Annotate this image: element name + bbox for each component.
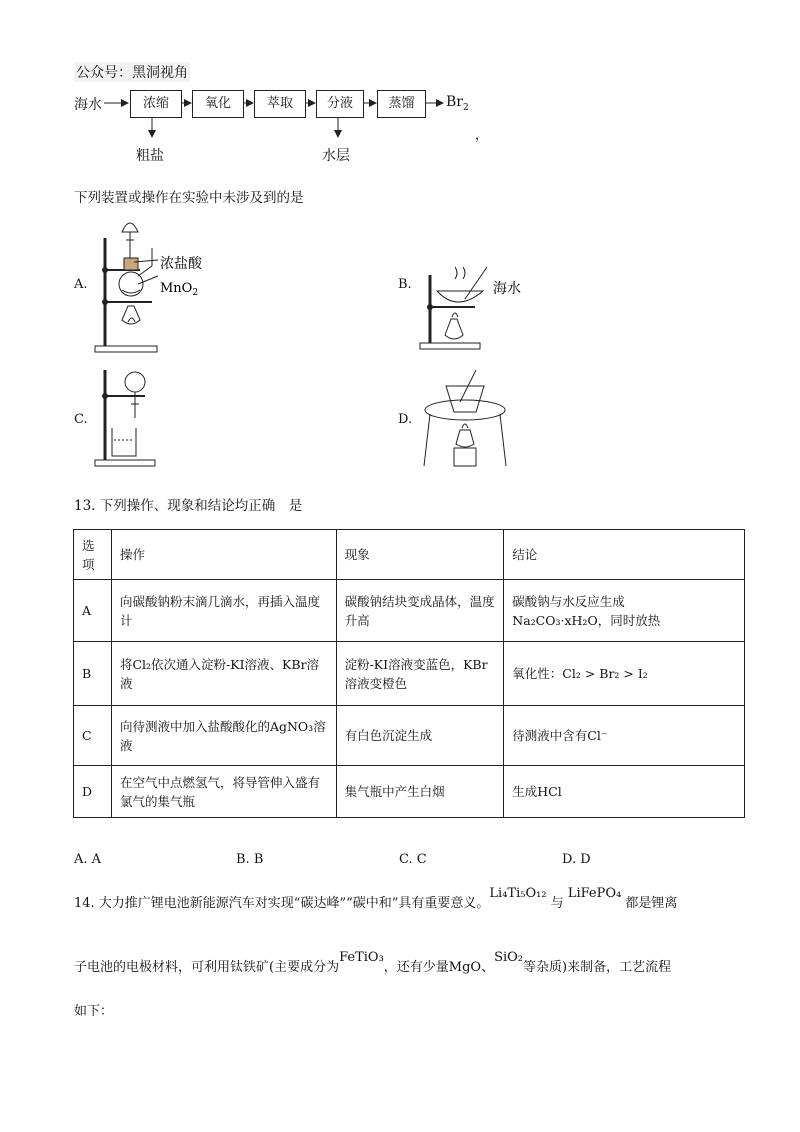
row-operation: 向待测液中加入盐酸酸化的AgNO₃溶液 bbox=[111, 706, 336, 766]
header-phenomenon: 现象 bbox=[336, 530, 504, 580]
row-phenomenon: 碳酸钠结块变成晶体，温度升高 bbox=[336, 580, 504, 642]
apparatus-d-crucible bbox=[420, 366, 510, 470]
q13-stem: 13. 下列操作、现象和结论均正确 是 bbox=[74, 498, 303, 514]
table-row bbox=[74, 580, 745, 642]
row-option: D bbox=[74, 766, 112, 818]
flow-branch-crude-salt: 粗盐 bbox=[136, 148, 164, 164]
header-conclusion: 结论 bbox=[504, 530, 745, 580]
flow-step-4: 分液 bbox=[316, 90, 364, 118]
row-option: A bbox=[74, 580, 112, 642]
flow-arrows bbox=[0, 0, 800, 170]
label-conc-hcl: 浓盐酸 bbox=[160, 256, 202, 272]
table-row bbox=[74, 706, 745, 766]
header-option: 选项 bbox=[74, 530, 112, 580]
option-d-letter: D. bbox=[398, 412, 413, 427]
flow-comma: ， bbox=[475, 128, 489, 143]
row-operation: 向碳酸钠粉末滴几滴水，再插入温度计 bbox=[111, 580, 336, 642]
row-operation: 将Cl₂依次通入淀粉-KI溶液、KBr溶液 bbox=[111, 642, 336, 706]
q14-line-1: 14. 大力推广锂电池新能源汽车对实现“碳达峰”“碳中和”具有重要意义。Li₄Ti₅O₁₂ 与 LiFePO₄ 都是锂离 bbox=[74, 886, 678, 911]
row-conclusion: 待测液中含有Cl⁻ bbox=[504, 706, 745, 766]
option-a-letter: A. bbox=[74, 277, 88, 292]
row-option: B bbox=[74, 642, 112, 706]
watermark-text: 公众号：黑洞视角 bbox=[74, 62, 190, 82]
flow-branch-water-layer: 水层 bbox=[322, 148, 350, 164]
row-phenomenon: 有白色沉淀生成 bbox=[336, 706, 504, 766]
option-c-letter: C. bbox=[74, 412, 88, 427]
q13-option-b: B. B bbox=[236, 852, 264, 867]
flow-step-5: 蒸馏 bbox=[377, 90, 426, 118]
apparatus-b-evaporating-dish bbox=[415, 255, 535, 355]
flow-step-2: 氧化 bbox=[192, 90, 244, 118]
label-seawater: 海水 bbox=[493, 281, 521, 297]
table-row bbox=[74, 766, 745, 818]
flow-start: 海水 bbox=[74, 97, 102, 113]
row-phenomenon: 集气瓶中产生白烟 bbox=[336, 766, 504, 818]
apparatus-c-separatory-funnel bbox=[90, 368, 160, 470]
flow-step-3: 萃取 bbox=[254, 90, 306, 118]
row-conclusion: 碳酸钠与水反应生成 Na₂CO₃·xH₂O，同时放热 bbox=[504, 580, 745, 642]
row-conclusion: 氧化性：Cl₂ > Br₂ > I₂ bbox=[504, 642, 745, 706]
apparatus-a-chlorine-generator bbox=[90, 210, 220, 356]
table-row bbox=[74, 642, 745, 706]
q14-line-2: 子电池的电极材料，可利用钛铁矿(主要成分为FeTiO₃，还有少量MgO、SiO₂等杂质)来制备，工艺流程 bbox=[74, 950, 672, 975]
q13-table bbox=[73, 529, 745, 818]
q13-option-c: C. C bbox=[399, 852, 427, 867]
flow-step-1: 浓缩 bbox=[130, 90, 182, 118]
label-mno2: MnO$_2$ bbox=[160, 281, 199, 298]
row-phenomenon: 淀粉-KI溶液变蓝色，KBr溶液变橙色 bbox=[336, 642, 504, 706]
table-header-row bbox=[74, 530, 745, 580]
flow-end: $Br_2$ bbox=[446, 94, 469, 113]
q12-stem: 下列装置或操作在实验中未涉及到的是 bbox=[74, 190, 304, 206]
row-conclusion: 生成HCl bbox=[504, 766, 745, 818]
row-option: C bbox=[74, 706, 112, 766]
header-operation: 操作 bbox=[111, 530, 336, 580]
option-b-letter: B. bbox=[398, 277, 412, 292]
q13-option-a: A. A bbox=[74, 852, 102, 867]
row-operation: 在空气中点燃氢气，将导管伸入盛有氯气的集气瓶 bbox=[111, 766, 336, 818]
q13-option-d: D. D bbox=[562, 852, 591, 867]
q14-line-3: 如下： bbox=[74, 1004, 114, 1019]
